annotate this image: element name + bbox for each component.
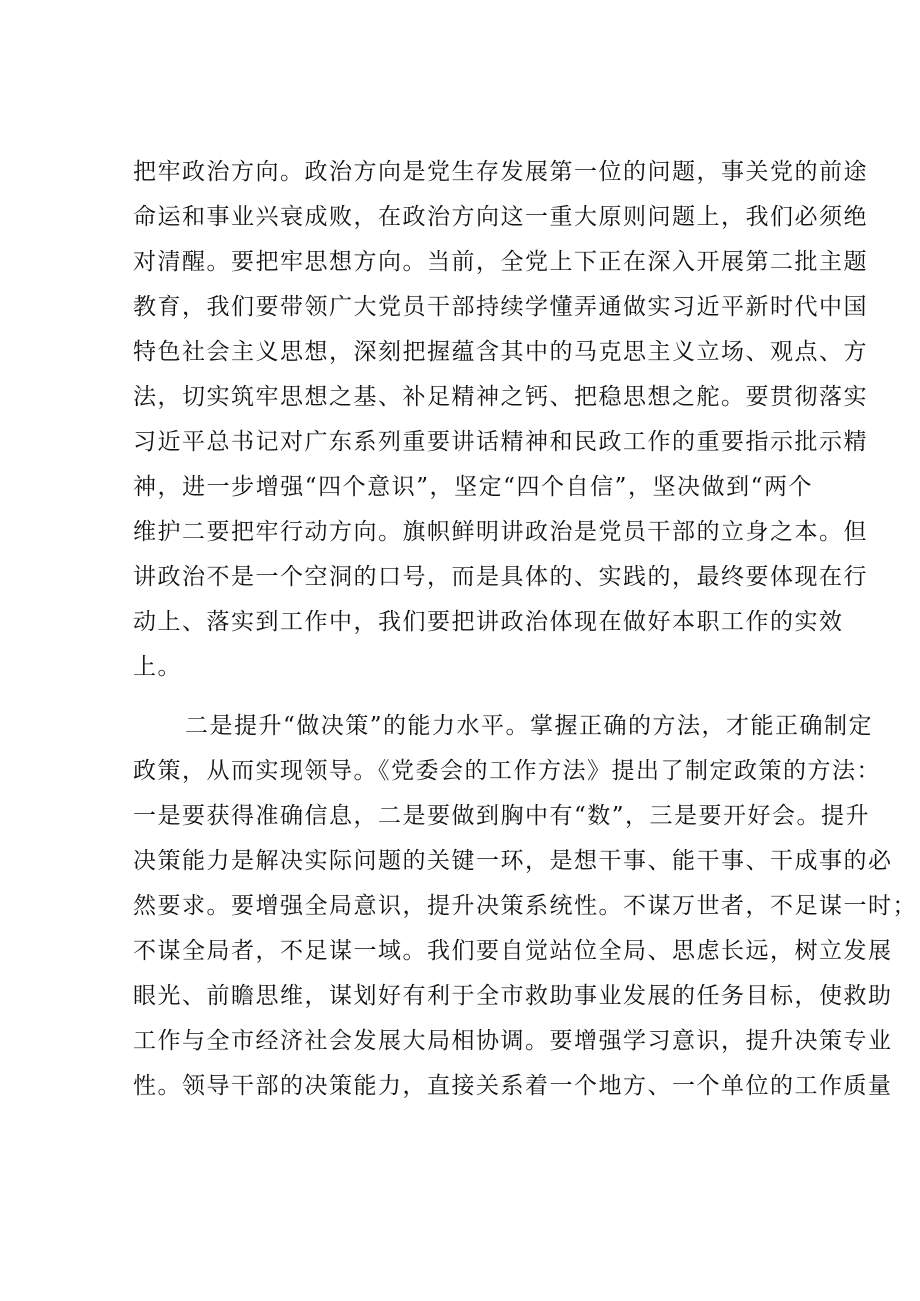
document-body: [133, 150, 917, 1109]
text-line: 眼光、前瞻思维，谋划好有利于全市救助事业发展的任务目标，使救助: [133, 983, 893, 1009]
text-line: 上。: [133, 654, 182, 680]
text-line: 一是要获得准确信息，二是要做到胸中有“数”，三是要开好会。提升: [133, 803, 871, 829]
paragraph-2: [133, 704, 917, 1109]
paragraph-1: [133, 150, 868, 690]
text-line: 习近平总书记对广东系列重要讲话精神和民政工作的重要指示批示精: [133, 429, 868, 455]
text-line: 讲政治不是一个空洞的口号，而是具体的、实践的，最终要体现在行: [133, 564, 868, 590]
text-line: 法，切实筑牢思想之基、补足精神之钙、把稳思想之舵。要贯彻落实: [133, 384, 868, 410]
text-line: 特色社会主义思想，深刻把握蕴含其中的马克思主义立场、观点、方: [133, 339, 868, 365]
text-line: 政策，从而实现领导。《党委会的工作方法》提出了制定政策的方法：: [133, 758, 881, 784]
text-line: 二是提升“做决策”的能力水平。掌握正确的方法，才能正确制定: [185, 713, 874, 739]
text-line: 维护二要把牢行动方向。旗帜鲜明讲政治是党员干部的立身之本。但: [133, 519, 868, 545]
text-line: 性。领导干部的决策能力，直接关系着一个地方、一个单位的工作质量: [133, 1073, 893, 1099]
text-line: 不谋全局者，不足谋一域。我们要自觉站位全局、思虑长远，树立发展: [133, 938, 893, 964]
text-line: 然要求。要增强全局意识，提升决策系统性。不谋万世者，不足谋一时；: [133, 893, 917, 919]
text-line: 对清醒。要把牢思想方向。当前，全党上下正在深入开展第二批主题: [133, 249, 868, 275]
text-line: 动上、落实到工作中，我们要把讲政治体现在做好本职工作的实效: [133, 609, 844, 635]
text-line: 命运和事业兴衰成败，在政治方向这一重大原则问题上，我们必须绝: [133, 204, 868, 230]
text-line: 把牢政治方向。政治方向是党生存发展第一位的问题，事关党的前途: [133, 159, 868, 185]
text-line: 神，进一步增强“四个意识”，坚定“四个自信”，坚决做到“两个: [133, 474, 813, 500]
paragraph-gap: [133, 690, 813, 704]
text-line: 教育，我们要带领广大党员干部持续学懂弄通做实习近平新时代中国: [133, 294, 868, 320]
text-line: 工作与全市经济社会发展大局相协调。要增强学习意识，提升决策专业: [133, 1028, 893, 1054]
text-line: 决策能力是解决实际问题的关键一环，是想干事、能干事、干成事的必: [133, 848, 893, 874]
